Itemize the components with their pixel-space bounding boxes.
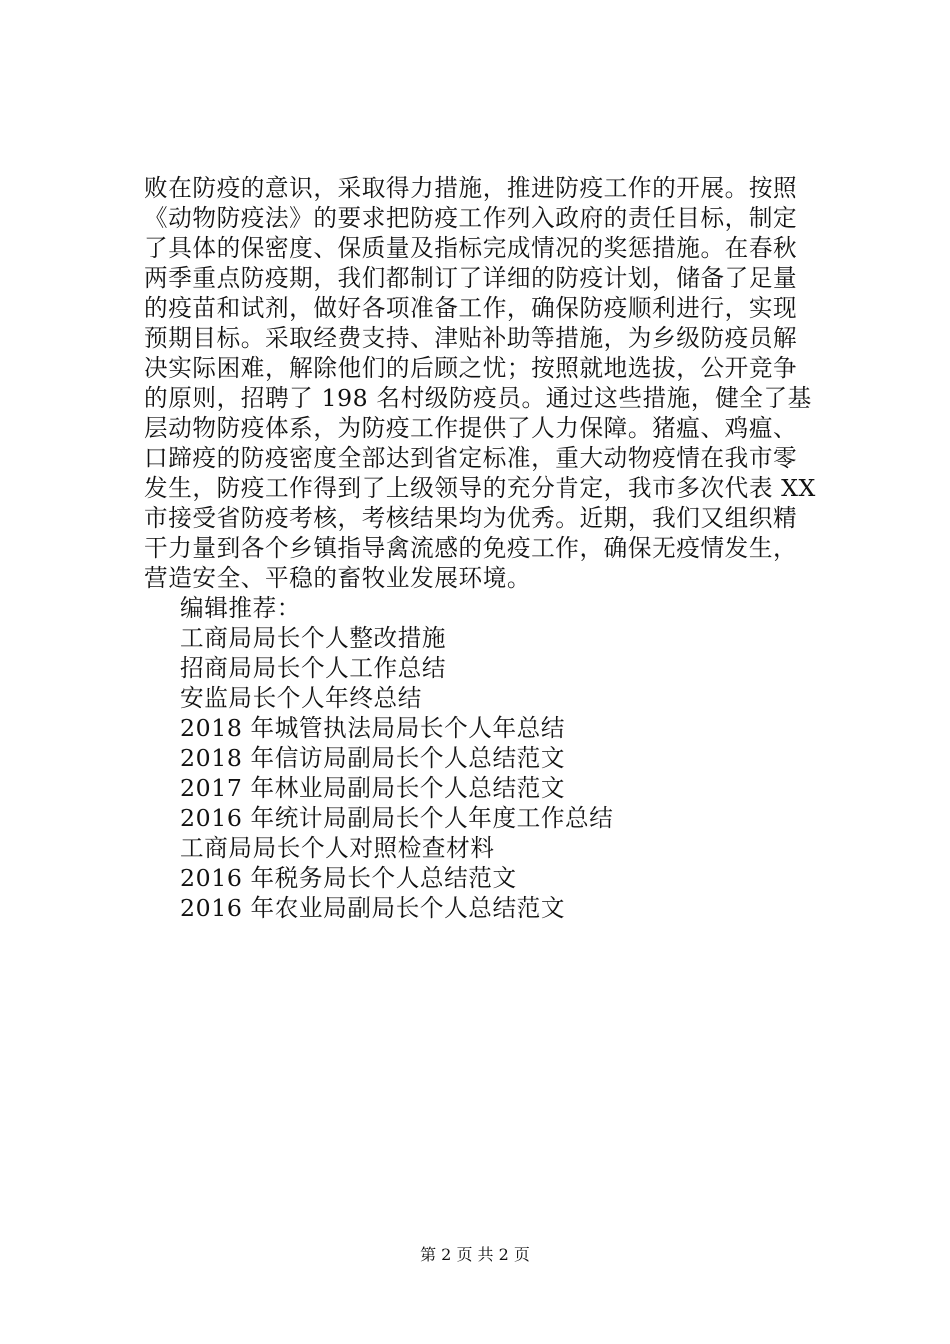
paragraph-line: 的疫苗和试剂，做好各项准备工作，确保防疫顺利进行，实现	[144, 294, 798, 322]
recommendations-heading: 编辑推荐：	[180, 594, 301, 622]
paragraph-line: 营造安全、平稳的畜牧业发展环境。	[144, 564, 532, 592]
body-paragraph	[144, 173, 834, 593]
recommendation-link[interactable]: 工商局局长个人对照检查材料	[180, 834, 495, 862]
paragraph-line: 口蹄疫的防疫密度全部达到省定标准，重大动物疫情在我市零	[144, 444, 798, 472]
recommendation-link[interactable]: 2017 年林业局副局长个人总结范文	[180, 774, 566, 802]
paragraph-line: 决实际困难，解除他们的后顾之忧；按照就地选拔，公开竞争	[144, 354, 798, 382]
paragraph-line: 预期目标。采取经费支持、津贴补助等措施，为乡级防疫员解	[144, 324, 798, 352]
paragraph-line: 的原则，招聘了 198 名村级防疫员。通过这些措施，健全了基	[144, 384, 812, 412]
page-footer: 第 2 页 共 2 页	[420, 1245, 530, 1264]
recommendation-link[interactable]: 2016 年农业局副局长个人总结范文	[180, 894, 566, 922]
paragraph-line: 败在防疫的意识，采取得力措施，推进防疫工作的开展。按照	[144, 174, 798, 202]
paragraph-line: 市接受省防疫考核，考核结果均为优秀。近期，我们又组织精	[144, 504, 798, 532]
recommendation-link[interactable]: 安监局长个人年终总结	[180, 684, 422, 712]
recommendation-link[interactable]: 2016 年税务局长个人总结范文	[180, 864, 517, 892]
recommendation-link[interactable]: 工商局局长个人整改措施	[180, 624, 447, 652]
paragraph-line: 层动物防疫体系，为防疫工作提供了人力保障。猪瘟、鸡瘟、	[144, 414, 798, 442]
paragraph-line: 干力量到各个乡镇指导禽流感的免疫工作，确保无疫情发生，	[144, 534, 798, 562]
paragraph-line: 发生，防疫工作得到了上级领导的充分肯定，我市多次代表 XX	[144, 474, 816, 502]
recommendation-link[interactable]: 招商局局长个人工作总结	[180, 654, 447, 682]
recommendations-section	[180, 593, 820, 923]
paragraph-line: 《动物防疫法》的要求把防疫工作列入政府的责任目标，制定	[144, 204, 798, 232]
recommendation-link[interactable]: 2018 年城管执法局局长个人年总结	[180, 714, 566, 742]
recommendation-link[interactable]: 2016 年统计局副局长个人年度工作总结	[180, 804, 614, 832]
paragraph-line: 两季重点防疫期，我们都制订了详细的防疫计划，储备了足量	[144, 264, 798, 292]
paragraph-line: 了具体的保密度、保质量及指标完成情况的奖惩措施。在春秋	[144, 234, 798, 262]
recommendation-link[interactable]: 2018 年信访局副局长个人总结范文	[180, 744, 566, 772]
